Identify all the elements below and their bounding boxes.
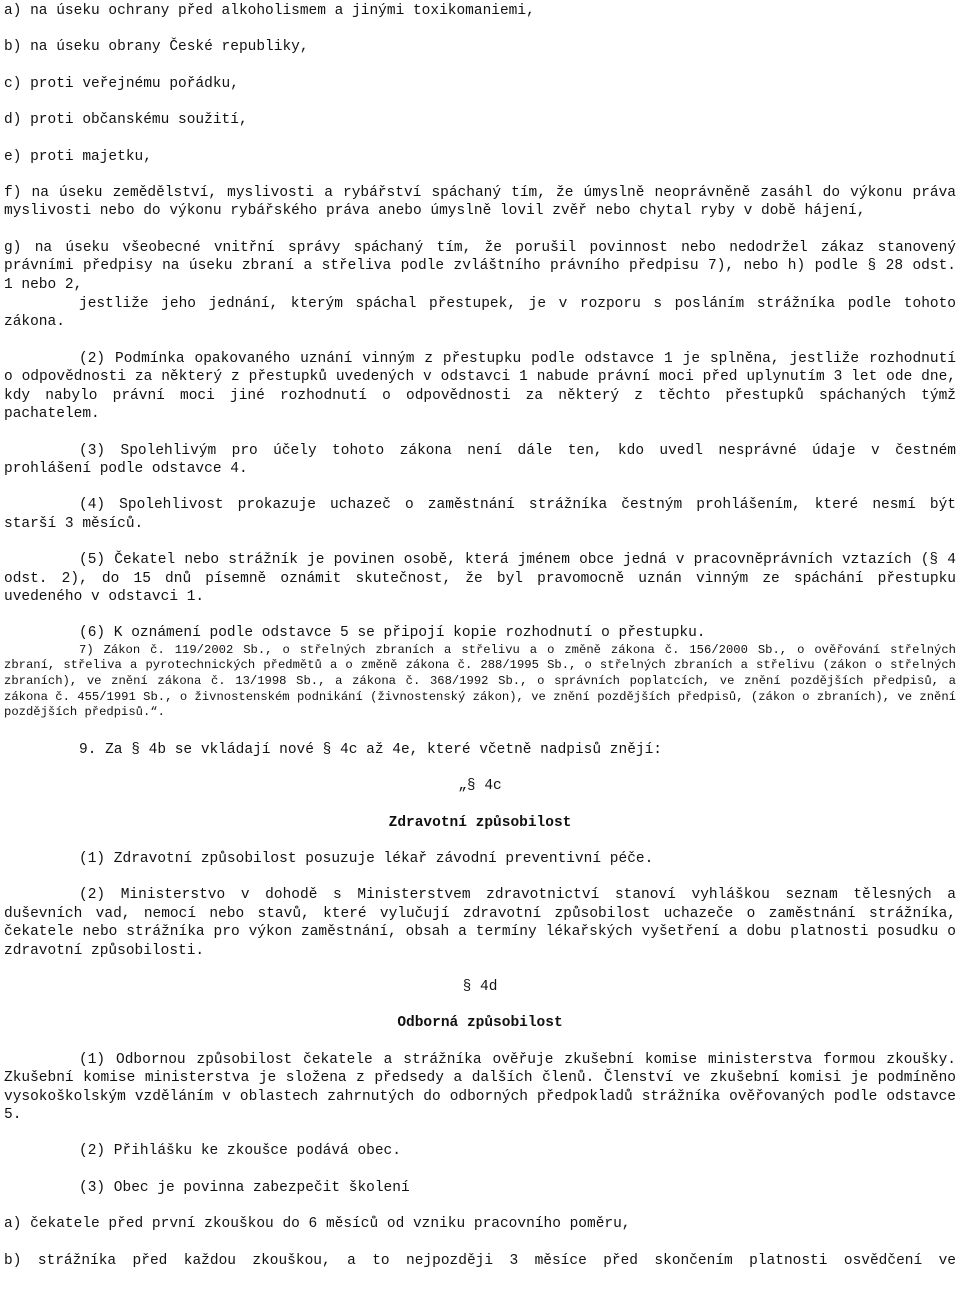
section-4c-paragraph-1: (1) Zdravotní způsobilost posuzuje lékař závodní preventivní péče. bbox=[79, 850, 654, 867]
list-item-d: d) proti občanskému soužití, bbox=[4, 112, 248, 129]
section-4c-title: Zdravotní způsobilost bbox=[388, 814, 572, 831]
list-item-e: e) proti majetku, bbox=[4, 148, 152, 165]
list-item-c: c) proti veřejnému pořádku, bbox=[4, 75, 239, 92]
paragraph-3: (3) Spolehlivým pro účely tohoto zákona není dále ten, kdo uvedl nesprávné údaje v čestném prohlášení podle odstavce 4. bbox=[4, 442, 956, 477]
section-4c-paragraph-2: (2) Ministerstvo v dohodě s Ministerstvem zdravotnictví stanoví vyhláškou seznam tělesných a duševních vad, nemocí nebo stavů, které vylučují zdravotní způsobilost uchazeče o zaměstnání strážníka, čekatele nebo strážníka pro výkon zaměstnání, obsah a termíny lékařských vyšetření a dobu platnosti posudku o zdravotní způsobilosti. bbox=[4, 887, 956, 959]
paragraph-2: (2) Podmínka opakovaného uznání vinným z přestupku podle odstavce 1 je splněna, jestliže rozhodnutí o odpovědnosti za některý z přestupků uvedených v odstavci 1 nabude právní moci před uplynutím 3 let ode dne, kdy nabylo právní moci jiné rozhodnutí o odpovědnosti za některý z těchto přestupků spáchaných týmž pachatelem. bbox=[4, 350, 956, 423]
list-item-g-continuation: jestliže jeho jednání, kterým spáchal přestupek, je v rozporu s posláním strážníka podle tohoto zákona. bbox=[4, 296, 956, 331]
section-4d-item-b: b) strážníka před každou zkouškou, a to nejpozději 3 měsíce před skončením platnosti osvědčení ve bbox=[4, 1252, 956, 1269]
paragraph-6: (6) K oznámení podle odstavce 5 se připojí kopie rozhodnutí o přestupku. bbox=[79, 625, 706, 642]
paragraph-5: (5) Čekatel nebo strážník je povinen osobě, která jménem obce jedná v pracovněprávních vztazích (§ 4 odst. 2), do 15 dnů písemně oznámit skutečnost, že byl pravomocně uznán vinným ze spáchání přestupku uvedeného v odstavci 1. bbox=[4, 552, 956, 605]
section-4c-number: „§ 4c bbox=[458, 778, 502, 795]
section-4d-item-a: a) čekatele před první zkouškou do 6 měsíců od vzniku pracovního poměru, bbox=[4, 1216, 631, 1233]
paragraph-4: (4) Spolehlivost prokazuje uchazeč o zaměstnání strážníka čestným prohlášením, které nesmí být starší 3 měsíců. bbox=[4, 497, 956, 532]
list-item-a: a) na úseku ochrany před alkoholismem a jinými toxikomaniemi, bbox=[4, 3, 535, 19]
footnote-7: 7) Zákon č. 119/2002 Sb., o střelných zbraních a střelivu a o změně zákona č. 156/2000 Sb., o ověřování střelných zbraní, střeliva a pyrotechnických předmětů a o změně zákona č. 288/1995 Sb., o střelných zbraních a střelivu (zákon o střelných zbraních), ve znění zákona č. 13/1998 Sb., a zákona č. 368/1992 Sb., o správních poplatcích, ve znění pozdějších předpisů, a zákona č. 455/1991 Sb., o živnostenském podnikání (živnostenský zákon), ve znění pozdějších předpisů, (zákon o zbraních), ve znění pozdějších předpisů.“. bbox=[4, 642, 956, 720]
section-4d-paragraph-2: (2) Přihlášku ke zkoušce podává obec. bbox=[79, 1143, 401, 1160]
list-item-g: g) na úseku všeobecné vnitřní správy spáchaný tím, že porušil povinnost nebo nedodržel zákaz stanovený právními předpisy na úseku zbraní a střeliva podle zvláštního právního předpisu 7), nebo h) podle § 28 odst. 1 nebo 2, bbox=[4, 239, 956, 293]
list-item-f: f) na úseku zemědělství, myslivosti a rybářství spáchaný tím, že úmyslně neoprávněně zasáhl do výkonu práva myslivosti nebo do výkonu rybářského práva anebo úmyslně lovil zvěř nebo chytal ryby v době hájení, bbox=[4, 185, 956, 220]
section-4d-title: Odborná způsobilost bbox=[397, 1015, 563, 1032]
section-4d-number: § 4d bbox=[462, 978, 498, 995]
section-4d-paragraph-1: (1) Odbornou způsobilost čekatele a strážníka ověřuje zkušební komise ministerstva formou zkoušky. Zkušební komise ministerstva je složena z předsedy a dalších členů. Členství ve zkušební komisi je podmíněno vysokoškolským vzděláním v oblastech zahrnutých do odborných předpokladů strážníka ověřovaných podle odstavce 5. bbox=[4, 1051, 956, 1123]
document-page bbox=[4, 0, 956, 1270]
section-4d-paragraph-3: (3) Obec je povinna zabezpečit školení bbox=[79, 1179, 410, 1196]
list-item-b: b) na úseku obrany České republiky, bbox=[4, 39, 309, 56]
point-9: 9. Za § 4b se vkládají nové § 4c až 4e, které včetně nadpisů znějí: bbox=[79, 741, 662, 758]
